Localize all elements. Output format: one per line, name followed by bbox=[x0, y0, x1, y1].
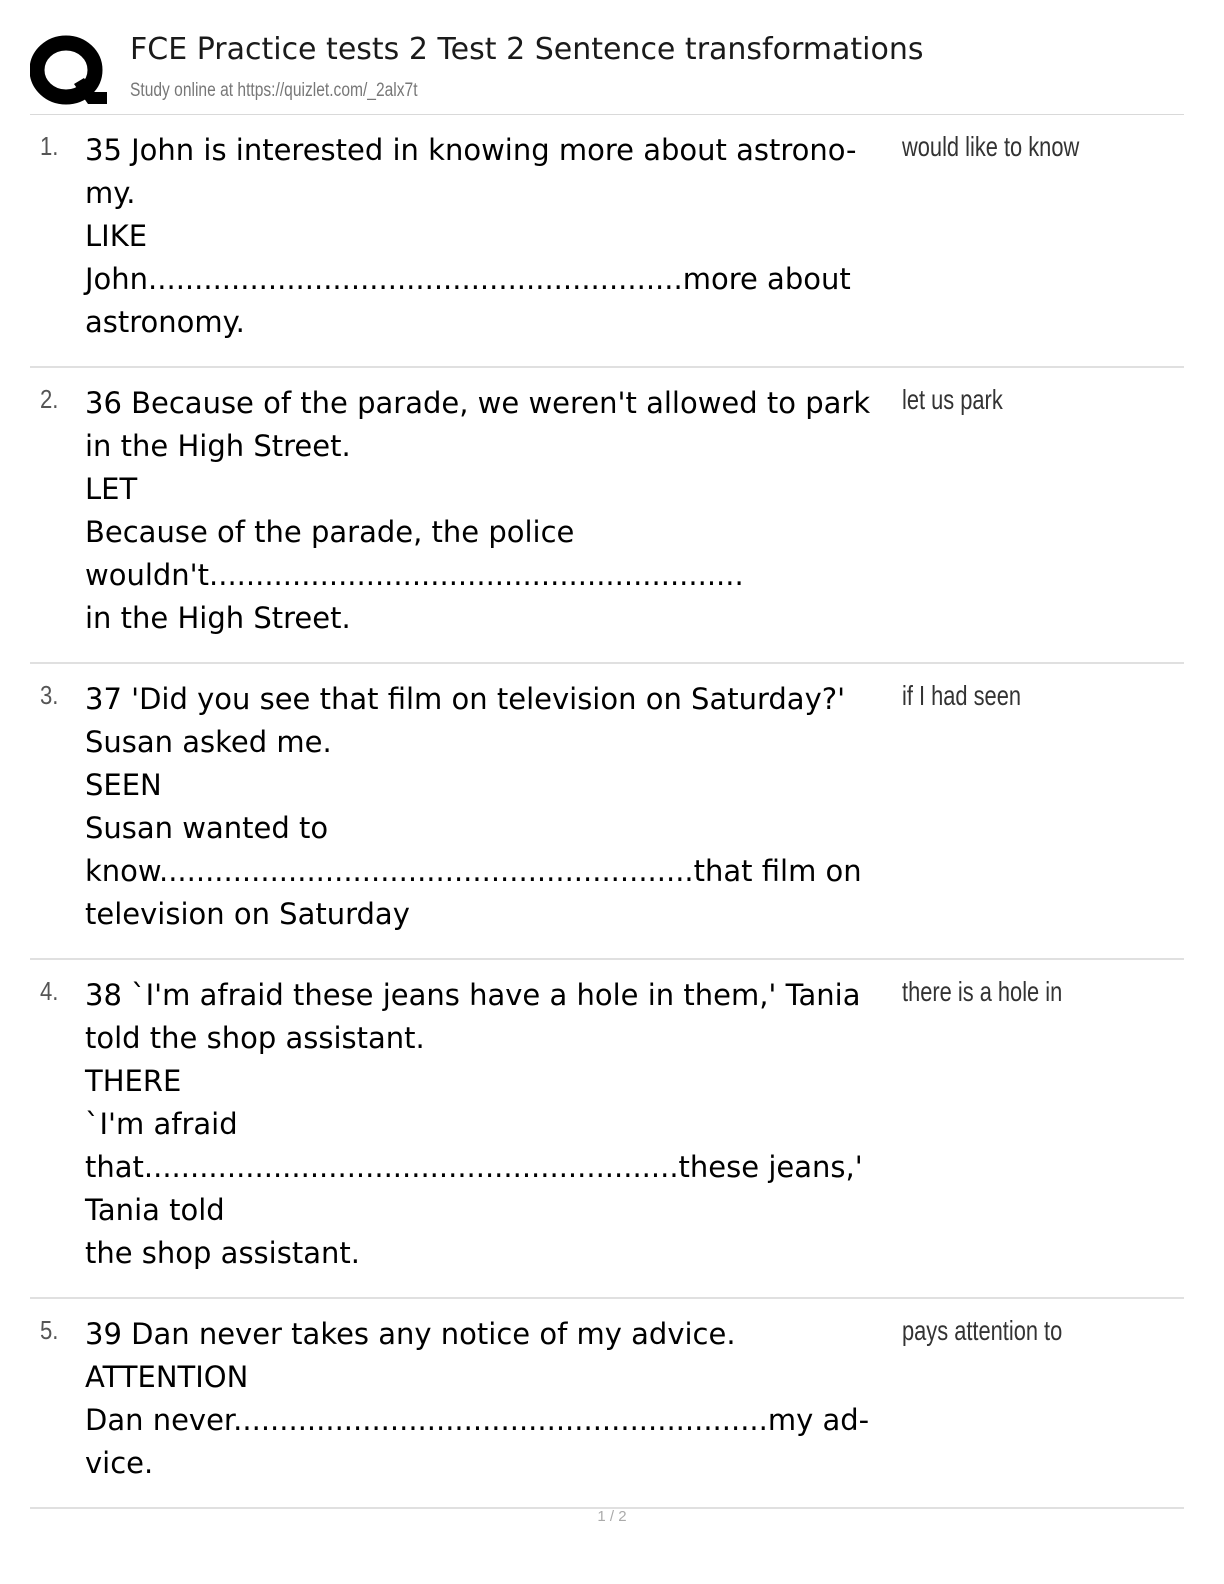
page-number: 1 / 2 bbox=[597, 1508, 627, 1525]
card-term bbox=[85, 382, 885, 640]
term-line: Dan never..........................................................my ad- bbox=[85, 1403, 870, 1437]
term-line: LET bbox=[85, 472, 138, 506]
term-line: THERE bbox=[85, 1064, 182, 1098]
card-term bbox=[85, 974, 885, 1275]
term-line: told the shop assistant. bbox=[85, 1021, 425, 1055]
card-term bbox=[85, 678, 885, 936]
flashcard-row bbox=[30, 1299, 1184, 1509]
term-line: Tania told bbox=[85, 1193, 225, 1227]
quizlet-q-logo-icon bbox=[30, 32, 108, 110]
term-line: Susan asked me. bbox=[85, 725, 332, 759]
term-line: that..........................................................these jeans,' bbox=[85, 1150, 863, 1184]
term-line: vice. bbox=[85, 1446, 154, 1480]
card-term bbox=[85, 1313, 885, 1485]
term-line: 38 `I'm afraid these jeans have a hole in them,' Tania bbox=[85, 978, 861, 1012]
card-definition: let us park bbox=[902, 384, 1003, 415]
term-line: LIKE bbox=[85, 219, 148, 253]
flashcard-row bbox=[30, 664, 1184, 960]
term-line: know..........................................................that film on bbox=[85, 854, 862, 888]
term-line: 37 'Did you see that film on television on Saturday?' bbox=[85, 682, 846, 716]
term-line: 35 John is interested in knowing more about astrono- bbox=[85, 133, 857, 167]
page-header bbox=[30, 28, 1184, 115]
term-line: television on Saturday bbox=[85, 897, 410, 931]
card-definition: would like to know bbox=[902, 131, 1080, 162]
card-number: 4. bbox=[40, 976, 59, 1006]
card-number: 2. bbox=[40, 384, 59, 414]
card-definition: pays attention to bbox=[902, 1315, 1063, 1346]
card-definition: there is a hole in bbox=[902, 976, 1063, 1007]
term-line: in the High Street. bbox=[85, 601, 351, 635]
card-definition: if I had seen bbox=[902, 680, 1021, 711]
term-line: SEEN bbox=[85, 768, 162, 802]
study-online-text[interactable]: Study online at https://quizlet.com/_2alx7t bbox=[130, 80, 418, 101]
term-line: 36 Because of the parade, we weren't allowed to park bbox=[85, 386, 871, 420]
term-line: astronomy. bbox=[85, 305, 245, 339]
term-line: ATTENTION bbox=[85, 1360, 249, 1394]
card-number: 1. bbox=[40, 131, 59, 161]
flashcard-row bbox=[30, 960, 1184, 1299]
term-line: Susan wanted to bbox=[85, 811, 329, 845]
flashcard-row bbox=[30, 115, 1184, 368]
term-line: the shop assistant. bbox=[85, 1236, 360, 1270]
term-line: John..........................................................more about bbox=[85, 262, 851, 296]
page-title: FCE Practice tests 2 Test 2 Sentence transformations bbox=[130, 32, 924, 67]
card-term bbox=[85, 129, 885, 344]
flashcard-list bbox=[30, 115, 1184, 1509]
term-line: `I'm afraid bbox=[85, 1107, 238, 1141]
card-number: 5. bbox=[40, 1315, 59, 1345]
term-line: my. bbox=[85, 176, 136, 210]
term-line: wouldn't.......................................................... bbox=[85, 558, 744, 592]
flashcard-row bbox=[30, 368, 1184, 664]
term-line: in the High Street. bbox=[85, 429, 351, 463]
term-line: 39 Dan never takes any notice of my advice. bbox=[85, 1317, 736, 1351]
term-line: Because of the parade, the police bbox=[85, 515, 575, 549]
card-number: 3. bbox=[40, 680, 59, 710]
